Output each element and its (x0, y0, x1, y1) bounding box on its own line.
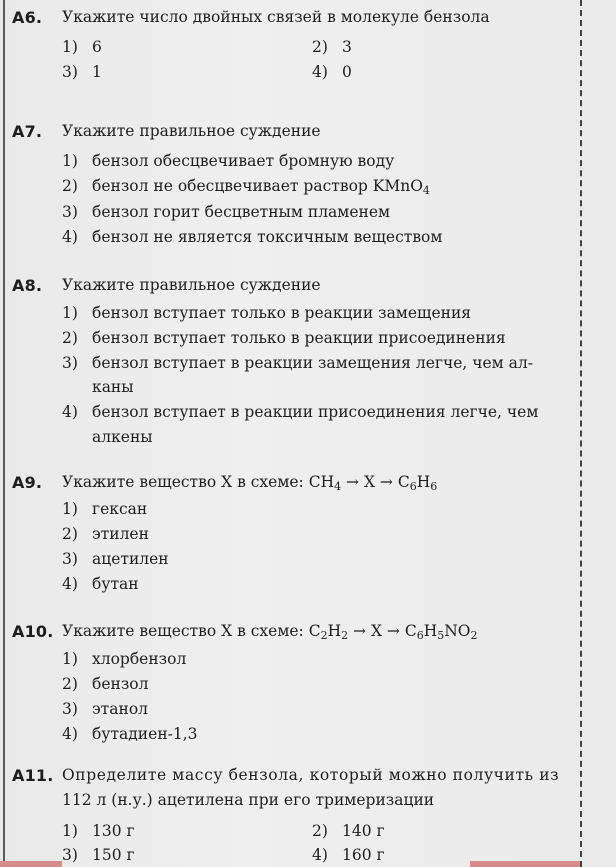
option: 2) 140 г (312, 822, 385, 840)
question-text-line2: 112 л (н.у.) ацетилена при его тримеризации (62, 791, 435, 809)
option: 1) гексан (62, 500, 148, 518)
reaction-scheme: $CH_4 \to X \to C_6H_6$ (308, 473, 438, 493)
option: 4) 0 (312, 63, 352, 81)
option: 2) бензол вступает только в реакции присоединения (62, 329, 506, 347)
scan-edge-mark (0, 861, 62, 867)
question-text: Определите массу бензола, который можно получить из (62, 766, 560, 784)
option: 1) 130 г (62, 822, 135, 840)
option: 4) бензол не является токсичным веществом (62, 228, 443, 246)
left-margin-rule (3, 0, 5, 867)
option: 1) 6 (62, 38, 102, 56)
dashed-cut-line (580, 0, 582, 867)
question-text: Укажите число двойных связей в молекуле бензола (62, 8, 490, 26)
reaction-scheme: $C_2H_2 \to X \to C_6H_5NO_2$ (308, 622, 478, 642)
option: 2) бензол не обесцвечивает раствор KMnO$_4$ (62, 177, 430, 197)
option: 3) бензол вступает в реакции замещения легче, чем ал- (62, 354, 533, 372)
question-number: А10. (12, 622, 54, 641)
question-text: Укажите вещество X в схеме: $CH_4 \to X \to C_6H_6$ (62, 473, 438, 493)
question-text: Укажите вещество X в схеме: $C_2H_2 \to X \to C_6H_5NO_2$ (62, 622, 478, 642)
option: 1) бензол обесцвечивает бромную воду (62, 152, 395, 170)
option-continuation: каны (92, 378, 134, 396)
option: 1) бензол вступает только в реакции замещения (62, 304, 472, 322)
question-number: А6. (12, 8, 43, 27)
option: 3) этанол (62, 700, 149, 718)
question-text: Укажите правильное суждение (62, 122, 321, 140)
option: 2) 3 (312, 38, 352, 56)
option: 4) бутан (62, 575, 139, 593)
option: 2) этилен (62, 525, 149, 543)
option: 2) бензол (62, 675, 149, 693)
option: 4) бензол вступает в реакции присоединения легче, чем (62, 403, 539, 421)
option-continuation: алкены (92, 428, 153, 446)
option: 3) бензол горит бесцветным пламенем (62, 203, 391, 221)
question-number: А8. (12, 276, 43, 295)
option: 3) ацетилен (62, 550, 169, 568)
option: 3) 1 (62, 63, 102, 81)
option: 4) 160 г (312, 846, 385, 864)
question-number: А7. (12, 122, 43, 141)
option: 4) бутадиен-1,3 (62, 725, 198, 743)
question-text: Укажите правильное суждение (62, 276, 321, 294)
option: 1) хлорбензол (62, 650, 187, 668)
option: 3) 150 г (62, 846, 135, 864)
question-number: А11. (12, 766, 54, 785)
question-number: А9. (12, 473, 43, 492)
scan-edge-mark (470, 861, 580, 867)
